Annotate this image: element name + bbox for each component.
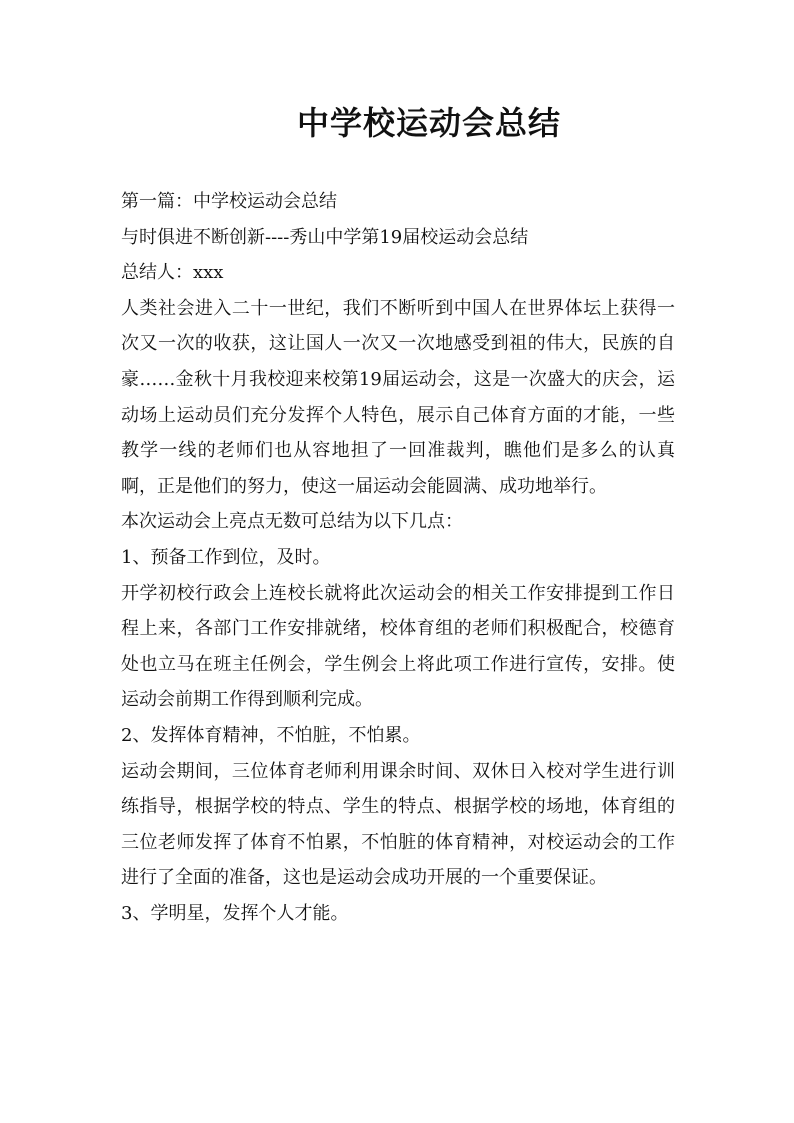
paragraph-intro: 人类社会进入二十一世纪，我们不断听到中国人在世界体坛上获得一次又一次的收获，这让国人一次又一次地感受到祖的伟大，民族的自豪……金秋十月我校迎来校第19届运动会，这是一次盛大的庆会，运动场上运动员们充分发挥个人特色，展示自己体育方面的才能，一些教学一线的老师们也从容地担了一回准裁判，瞧他们是多么的认真啊，正是他们的努力，使这一届运动会能圆满、成功地举行。 (121, 297, 675, 497)
document-body (121, 184, 675, 931)
paragraph-point-1-heading: 1、预备工作到位，及时。 (121, 546, 331, 568)
paragraph-part-heading: 第一篇：中学校运动会总结 (121, 191, 337, 212)
paragraph-subtitle: 与时俱进不断创新----秀山中学第19届校运动会总结 (121, 226, 529, 248)
document-title: 中学校运动会总结 (296, 104, 561, 142)
paragraph-point-1-body: 开学初校行政会上连校长就将此次运动会的相关工作安排提到工作日程上来，各部门工作安排就绪，校体育组的老师们积极配合，校德育处也立马在班主任例会，学生例会上将此项工作进行宣传，安排。使运动会前期工作得到顺利完成。 (121, 582, 675, 711)
paragraph-author: 总结人：xxx (121, 262, 224, 284)
paragraph-point-2-heading: 2、发挥体育精神，不怕脏，不怕累。 (121, 724, 421, 746)
paragraph-point-2-body: 运动会期间，三位体育老师利用课余时间、双休日入校对学生进行训练指导，根据学校的特点、学生的特点、根据学校的场地，体育组的三位老师发挥了体育不怕累，不怕脏的体育精神，对校运动会的工作进行了全面的准备，这也是运动会成功开展的一个重要保证。 (121, 760, 675, 889)
paragraph-point-3-heading: 3、学明星，发挥个人才能。 (121, 902, 349, 924)
paragraph-highlights-lead: 本次运动会上亮点无数可总结为以下几点： (121, 511, 463, 533)
